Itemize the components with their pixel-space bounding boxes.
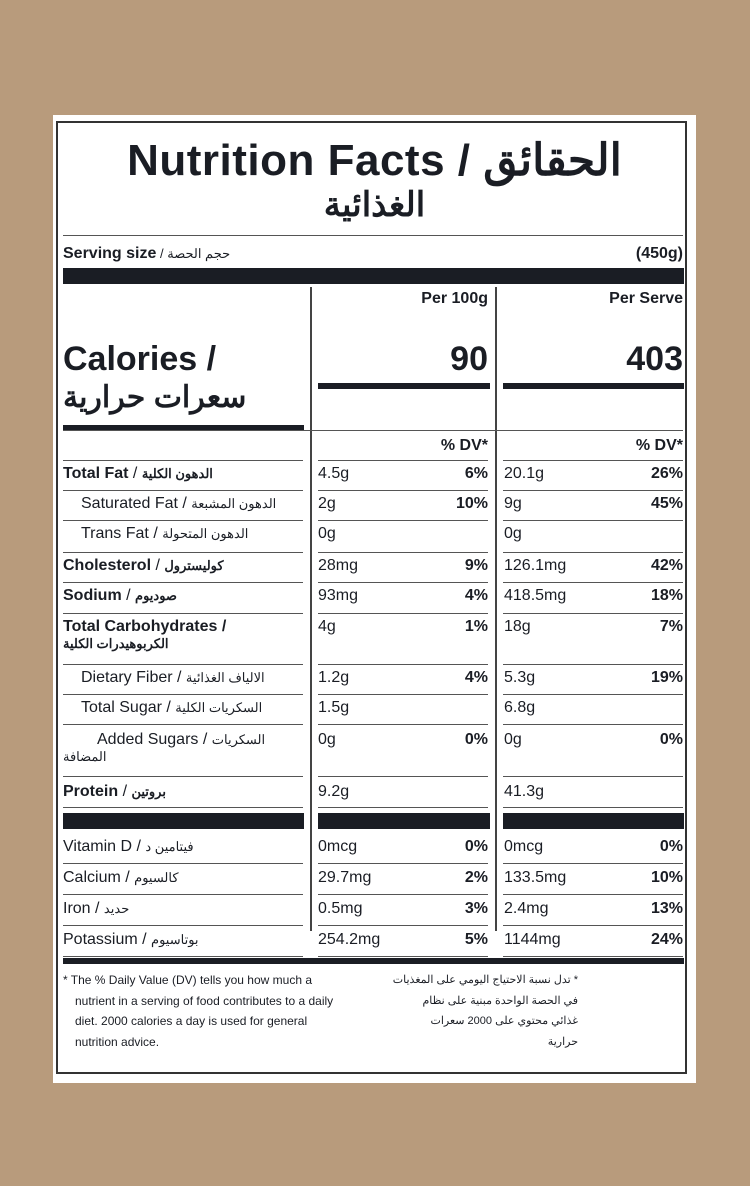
nutrient-name-en: Protein <box>63 783 119 800</box>
vitamin-name-en: Iron <box>63 900 91 917</box>
per100-amount: 29.7mg <box>318 869 372 886</box>
nutrition-label <box>53 115 696 1083</box>
per100-dv: 0% <box>464 731 488 748</box>
vitamin-separator <box>63 813 304 829</box>
column-divider-1 <box>310 287 312 931</box>
nutrient-name-ar: المضافة <box>63 749 107 764</box>
nutrient-name-en: Dietary Fiber <box>81 669 173 686</box>
row-divider <box>63 807 303 808</box>
perserve-amount: 9g <box>504 495 522 512</box>
nutrient-label: Dietary Fiber / الالياف الغذائية <box>81 669 265 686</box>
vitamin-label: Calcium / كالسيوم <box>63 869 179 886</box>
nutrient-label: Saturated Fat / الدهون المشبعة <box>81 495 277 512</box>
perserve-amount: 0g <box>504 525 522 542</box>
nutrient-name-en: Trans Fat <box>81 525 149 542</box>
row-divider <box>503 664 683 665</box>
calories-label: Calories / <box>63 340 217 378</box>
row-divider <box>503 460 683 461</box>
nutrient-name-en: Total Carbohydrates / <box>63 618 227 635</box>
column-divider-2 <box>495 287 497 931</box>
title-line1: Nutrition Facts / الحقائق <box>127 136 622 185</box>
nutrient-name-ar: السكريات الكلية <box>175 700 263 715</box>
col-perserve: Per Serve <box>609 290 683 307</box>
row-divider <box>63 520 303 521</box>
per100-amount: 28mg <box>318 557 359 574</box>
vitamin-name-en: Potassium <box>63 931 138 948</box>
nutrient-name-ar: كوليسترول <box>164 558 224 573</box>
col-per100: Per 100g <box>421 290 488 307</box>
thick-bar <box>63 268 684 284</box>
perserve-amount: 418.5mg <box>504 587 567 604</box>
per100-dv: 1% <box>464 618 488 635</box>
row-divider <box>503 894 683 895</box>
row-divider <box>63 925 303 926</box>
row-divider <box>318 724 488 725</box>
perserve-amount: 0g <box>504 731 522 748</box>
per100-amount: 2g <box>318 495 336 512</box>
nutrient-name-en: Sodium <box>63 587 122 604</box>
row-divider <box>63 694 303 695</box>
nutrient-name-ar: الكربوهيدرات الكلية <box>63 636 169 651</box>
per100-dv: 10% <box>455 495 488 512</box>
row-divider <box>318 776 488 777</box>
per100-dv: 3% <box>464 900 488 917</box>
row-divider <box>318 694 488 695</box>
row-divider <box>318 664 488 665</box>
row-divider <box>318 552 488 553</box>
nutrient-label: Total Fat / الدهون الكلية <box>63 465 213 482</box>
perserve-amount: 6.8g <box>504 699 536 716</box>
row-divider <box>503 724 683 725</box>
perserve-amount: 2.4mg <box>504 900 549 917</box>
perserve-amount: 1144mg <box>504 931 561 948</box>
vitamin-name-ar: فيتامين د <box>145 839 194 854</box>
nutrient-name-ar: السكريات <box>211 732 266 747</box>
nutrient-name-ar: الدهون المشبعة <box>191 496 277 511</box>
perserve-dv: 24% <box>650 931 683 948</box>
row-divider <box>503 490 683 491</box>
row-divider <box>63 613 303 614</box>
perserve-amount: 5.3g <box>504 669 536 686</box>
per100-amount: 9.2g <box>318 783 350 800</box>
serving-size: Serving size / حجم الحصة <box>63 245 231 262</box>
per100-dv: 4% <box>464 669 488 686</box>
row-divider <box>63 863 303 864</box>
row-divider <box>503 582 683 583</box>
vitamin-separator <box>318 813 490 829</box>
row-divider <box>318 520 488 521</box>
perserve-dv: 10% <box>650 869 683 886</box>
nutrient-label: Cholesterol / كوليسترول <box>63 557 224 574</box>
divider <box>63 430 683 431</box>
per100-amount: 1.5g <box>318 699 350 716</box>
row-divider <box>63 582 303 583</box>
per100-amount: 4.5g <box>318 465 350 482</box>
bottom-bar <box>63 958 684 964</box>
per100-dv: 0% <box>464 838 488 855</box>
vitamin-label: Iron / حديد <box>63 900 130 917</box>
calories-label-ar: سعرات حرارية <box>63 381 247 414</box>
divider <box>63 235 683 236</box>
perserve-amount: 41.3g <box>504 783 545 800</box>
per100-amount: 0g <box>318 525 336 542</box>
calories-perserve: 403 <box>626 340 683 378</box>
calories-bar <box>318 383 490 389</box>
row-divider <box>503 956 683 957</box>
per100-amount: 0g <box>318 731 336 748</box>
nutrient-label: Total Sugar / السكريات الكلية <box>81 699 263 716</box>
vitamin-label: Vitamin D / فيتامين د <box>63 838 194 855</box>
vitamin-name-ar: بوتاسيوم <box>151 932 199 947</box>
nutrient-label: Added Sugars / السكريات المضافة <box>63 731 266 764</box>
nutrient-name-en: Total Fat <box>63 465 129 482</box>
vitamin-name-en: Vitamin D <box>63 838 133 855</box>
row-divider <box>503 863 683 864</box>
row-divider <box>63 894 303 895</box>
vitamin-label: Potassium / بوتاسيوم <box>63 931 199 948</box>
nutrient-name-ar: بروتين <box>131 784 166 799</box>
nutrient-label: Protein / بروتين <box>63 783 166 800</box>
perserve-dv: 13% <box>650 900 683 917</box>
per100-amount: 4g <box>318 618 336 635</box>
row-divider <box>318 582 488 583</box>
nutrient-name-en: Saturated Fat <box>81 495 178 512</box>
perserve-dv: 7% <box>659 618 683 635</box>
serving-value: (450g) <box>635 245 683 262</box>
nutrient-label: Sodium / صوديوم <box>63 587 177 604</box>
row-divider <box>503 520 683 521</box>
footnote-ar: * تدل نسبة الاحتياج اليومي على المغذيات في الحصة الواحدة مبنية على نظام غذائي محتوي على 2000 سعرات حرارية <box>392 974 578 1048</box>
row-divider <box>318 460 488 461</box>
perserve-amount: 133.5mg <box>504 869 567 886</box>
perserve-dv: 0% <box>659 838 683 855</box>
perserve-amount: 126.1mg <box>504 557 567 574</box>
row-divider <box>63 490 303 491</box>
nutrient-label <box>63 618 226 652</box>
row-divider <box>503 925 683 926</box>
perserve-dv: 0% <box>659 731 683 748</box>
row-divider <box>318 925 488 926</box>
vitamin-separator <box>503 813 684 829</box>
per100-dv: 4% <box>464 587 488 604</box>
per100-amount: 1.2g <box>318 669 350 686</box>
vitamin-name-ar: حديد <box>103 901 130 916</box>
perserve-dv: 19% <box>650 669 683 686</box>
row-divider <box>63 664 303 665</box>
footnote-en: * The % Daily Value (DV) tells you how much a nutrient in a serving of food contributes to a daily diet. 2000 calories a day is used for general nutrition advice. <box>63 973 334 1049</box>
per100-dv: 2% <box>464 869 488 886</box>
nutrient-name-ar: صوديوم <box>135 588 177 603</box>
per100-amount: 0mcg <box>318 838 358 855</box>
per100-amount: 254.2mg <box>318 931 381 948</box>
perserve-dv: 45% <box>650 495 683 512</box>
vitamin-name-ar: كالسيوم <box>134 870 179 885</box>
per100-dv: 6% <box>464 465 488 482</box>
perserve-dv: 42% <box>650 557 683 574</box>
calories-bar <box>503 383 684 389</box>
row-divider <box>63 460 303 461</box>
row-divider <box>503 807 683 808</box>
nutrient-name-en: Added Sugars <box>97 731 199 748</box>
per100-amount: 93mg <box>318 587 359 604</box>
nutrient-name-ar: الدهون المتحولة <box>162 526 249 541</box>
row-divider <box>63 552 303 553</box>
row-divider <box>63 724 303 725</box>
row-divider <box>503 613 683 614</box>
nutrient-label: Trans Fat / الدهون المتحولة <box>81 525 249 542</box>
row-divider <box>503 694 683 695</box>
per100-amount: 0.5mg <box>318 900 363 917</box>
row-divider <box>318 863 488 864</box>
perserve-dv: 18% <box>650 587 683 604</box>
row-divider <box>318 490 488 491</box>
row-divider <box>63 956 303 957</box>
row-divider <box>63 776 303 777</box>
per100-dv: 5% <box>464 931 488 948</box>
row-divider <box>318 613 488 614</box>
row-divider <box>503 776 683 777</box>
title-line2: الغذائية <box>323 186 426 224</box>
perserve-amount: 0mcg <box>504 838 544 855</box>
row-divider <box>318 807 488 808</box>
dv-header: % DV* <box>440 437 488 454</box>
nutrient-name-en: Total Sugar <box>81 699 162 716</box>
row-divider <box>503 552 683 553</box>
dv-header: % DV* <box>635 437 683 454</box>
row-divider <box>318 956 488 957</box>
calories-per100: 90 <box>450 340 488 378</box>
perserve-amount: 20.1g <box>504 465 545 482</box>
row-divider <box>318 894 488 895</box>
nutrient-name-ar: الالياف الغذائية <box>185 670 265 685</box>
nutrient-name-ar: الدهون الكلية <box>141 466 213 481</box>
perserve-dv: 26% <box>650 465 683 482</box>
perserve-amount: 18g <box>504 618 531 635</box>
nutrient-name-en: Cholesterol <box>63 557 152 574</box>
per100-dv: 9% <box>464 557 488 574</box>
vitamin-name-en: Calcium <box>63 869 121 886</box>
